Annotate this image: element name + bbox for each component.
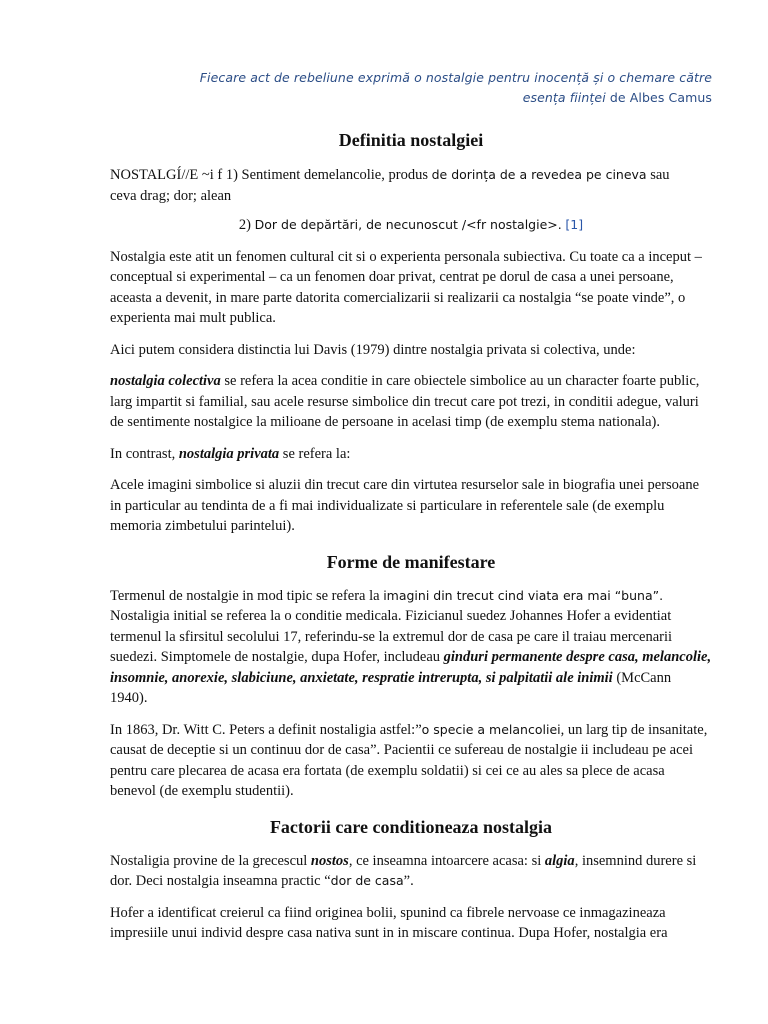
paragraph-hofer: Hofer a identificat creierul ca fiind originea bolii, spunind ca fibrele nervoase ce inmagazineaza impresiile unui individ despre casa nativa sunt in in miscare continua. Dupa Hofer, nostalgia era [110, 904, 668, 941]
paragraph-cultural: Nostalgia este atit un fenomen cultural cit si o experienta personala subiectiva. Cu toate ca a inceput – conceptual si experimental – ca un fenomen doar privat, centrat pe dorul de casa a unei persoane, aceasta a devenit, in mare parte datorita comercializarii si realizarii ca nostalgia “se poate vinde”, o experienta mai mult publica. [110, 248, 702, 326]
contrast-b: se refera la: [279, 445, 351, 462]
ety-d: ”. [403, 873, 414, 889]
footnote-link[interactable]: [1] [565, 217, 584, 232]
forme-symptoms: ginduri permanente despre casa, melancolie, insomnie, anorexie, slabiciune, anxietate, respratie intrerupta, si palpitatii ale inimii [110, 649, 712, 686]
def2-text: Dor de depărtări, de necunoscut /<fr nostalgie>. [254, 217, 562, 232]
heading-factorii: Factorii care conditioneaza nostalgia [269, 816, 553, 837]
paragraph-collective [110, 371, 712, 433]
def-text-b: de dorința de a revedea pe cineva [431, 167, 647, 182]
ety-b: , ce inseamna intoarcere acasa: si [348, 852, 545, 869]
quote-by: de [605, 90, 630, 105]
peters-sans: o specie a melancoliei [421, 721, 561, 737]
quote-line-2: esența ființei [522, 90, 606, 105]
def-text-d: ceva drag; dor; alean [110, 187, 232, 204]
peters-a: In 1863, Dr. Witt C. Peters a definit nostaligia astfel:” [110, 721, 422, 738]
forme-sans: imagini din trecut cind viata era mai “buna”. [383, 587, 664, 603]
document-content [110, 68, 712, 944]
forme-b: Nostaligia initial se referea la o conditie medicala. Fizicianul suedez Johannes Hofer a evidentiat termenul la sfirsitul secolului 17, referindu-se la extremul dor de casa pe care il traiau mercenarii suedezi. Simptomele de nostalgie, dupa Hofer, includeau [110, 608, 673, 665]
term-collective: nostalgia colectiva [110, 373, 221, 389]
term-nostos: nostos [310, 852, 349, 869]
quote-line-1: Fiecare act de rebeliune exprimă o nostalgie pentru inocență și o chemare către [199, 70, 712, 85]
contrast-a: In contrast, [110, 445, 179, 462]
heading-forme: Forme de manifestare [326, 551, 496, 572]
term-algia: algia [544, 852, 575, 869]
ety-c: , insemnind durere si dor. Deci nostalgia inseamna practic “ [110, 852, 697, 889]
ety-sans: dor de casa [330, 873, 404, 888]
forme-c: (McCann 1940). [110, 669, 672, 706]
quote-author: Albes Camus [629, 90, 712, 105]
definition-paragraph-1 [110, 165, 712, 206]
term-private: nostalgia privata [178, 445, 280, 462]
forme-a: Termenul de nostalgie in mod tipic se refera la [110, 587, 384, 604]
paragraph-forme [110, 586, 712, 709]
def2-num: 2) [238, 217, 255, 233]
def-text-c: sau [646, 167, 670, 183]
ety-a: Nostaligia provine de la grecescul [110, 852, 311, 869]
epigraph-quote [110, 68, 712, 108]
heading-definitia: Definitia nostalgiei [338, 130, 484, 150]
paragraph-peters [110, 720, 712, 802]
paragraph-contrast [110, 444, 712, 465]
definition-paragraph-2 [110, 215, 712, 236]
collective-text: se refera la acea conditie in care obiectele simbolice au un character foarte public, larg impartit si familial, sau acele resurse simbolice din trecut care pot trezi, in conditii adegue, valuri de sentimente nostalgice la milioane de persoane in acelasi timp (de exemplu stema nationala). [110, 373, 700, 430]
peters-b: , un larg tip de insanitate, causat de deceptie si un continuu dor de casa”. Pacientii ce sufereau de nostalgie ii includeau pe acei pentru care plecarea de acasa era fortata (de exemplu soldatii) si cei ce au ales sa plece de acasa benevol (de exemplu studentii). [110, 721, 708, 799]
paragraph-etymology [110, 851, 712, 892]
paragraph-davis: Aici putem considera distinctia lui Davis (1979) dintre nostalgia privata si colectiva, unde: [110, 341, 636, 358]
def-text-a: NOSTALGÍ//E ~i f 1) Sentiment demelancolie, produs [110, 167, 432, 183]
paragraph-symbolic: Acele imagini simbolice si aluzii din trecut care din virtutea resurselor sale in biografia unei persoane in particular au tendinta de a fi mai individualizate si particulare in referentele sale (de exemplu memoria zimbetului parintelui). [110, 477, 700, 534]
